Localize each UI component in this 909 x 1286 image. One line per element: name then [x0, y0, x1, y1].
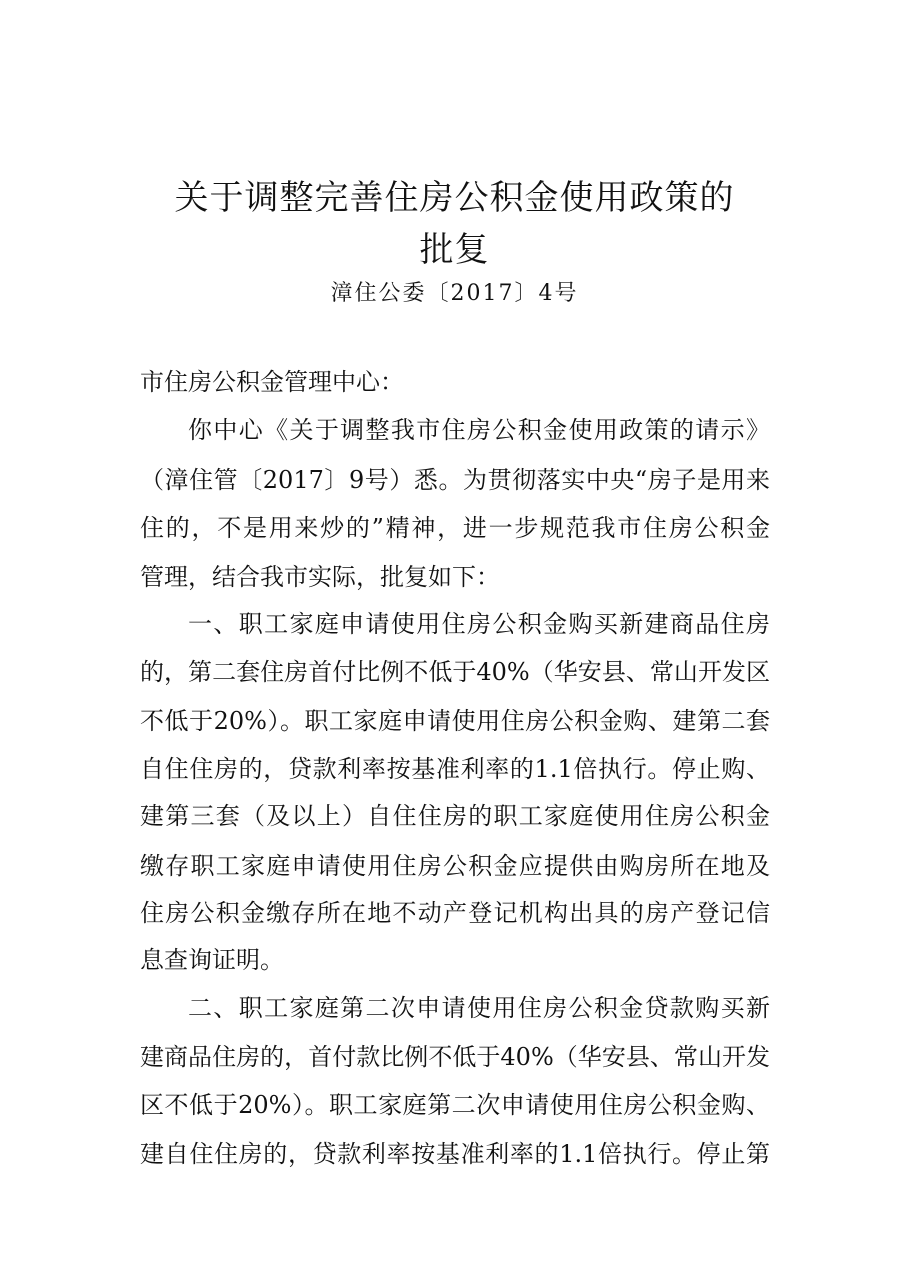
- body-line: 住房公积金缴存所在地不动产登记机构出具的房产登记信: [140, 899, 770, 927]
- body-line: 管理，结合我市实际，批复如下：: [140, 563, 500, 591]
- body-line: 不低于20%）。职工家庭申请使用住房公积金购、建第二套: [140, 707, 770, 735]
- body-line: 缴存职工家庭申请使用住房公积金应提供由购房所在地及: [140, 852, 770, 880]
- document-title-line-1: 关于调整完善住房公积金使用政策的: [174, 178, 735, 218]
- body-line: 区不低于20%）。职工家庭第二次申请使用住房公积金购、: [140, 1091, 770, 1119]
- body-line: 建第三套（及以上）自住住房的职工家庭使用住房公积金: [140, 802, 770, 830]
- body-line: 自住住房的，贷款利率按基准利率的1.1倍执行。停止购、: [140, 755, 770, 783]
- body-line: 建自住住房的，贷款利率按基准利率的1.1倍执行。停止第: [140, 1140, 770, 1168]
- body-line: 二、职工家庭第二次申请使用住房公积金贷款购买新: [188, 994, 770, 1022]
- body-line: 的，第二套住房首付比例不低于40%（华安县、常山开发区: [140, 658, 770, 686]
- body-line: 息查询证明。: [140, 946, 284, 974]
- addressee: 市住房公积金管理中心：: [140, 368, 404, 396]
- body-line: 你中心《关于调整我市住房公积金使用政策的请示》: [188, 416, 770, 444]
- body-line: 建商品住房的，首付款比例不低于40%（华安县、常山开发: [140, 1043, 770, 1071]
- document-title-line-2: 批复: [419, 230, 490, 270]
- body-line: 住的，不是用来炒的”精神，进一步规范我市住房公积金: [140, 514, 770, 542]
- document-number: 漳住公委〔2017〕4号: [330, 281, 579, 306]
- body-line: （漳住管〔2017〕9号）悉。为贯彻落实中央“房子是用来: [140, 466, 770, 494]
- body-line: 一、职工家庭申请使用住房公积金购买新建商品住房: [188, 610, 770, 638]
